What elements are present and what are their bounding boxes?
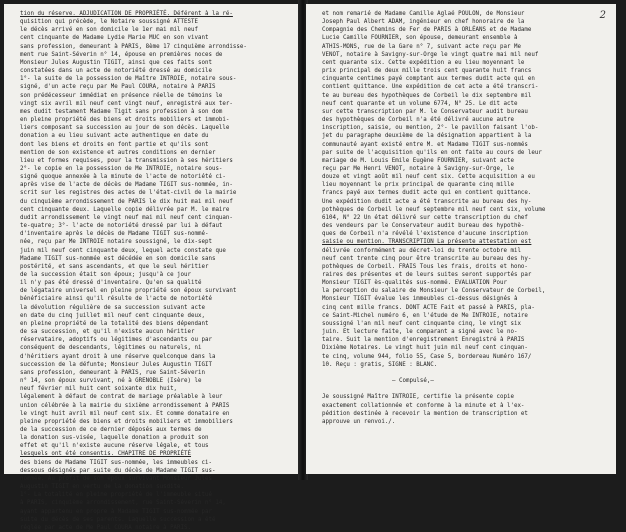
text-line: Compagnie des Chemins de Fer de PARIS à ORLÉANS et de Madame [322, 27, 532, 34]
text-line: pothèques de Corbeil. FRAIS Tous les frais, droits et hono- [322, 263, 528, 270]
text-line: Lucie Camille FOURNIER, son épouse, demeurant ensemble à [322, 35, 518, 42]
text-line: pothèques de Corbeil le neuf septembre mil neuf cent six, volume [322, 206, 546, 213]
text-line: délivrée conformément au décret-loi du trente octobre mil [322, 247, 521, 254]
text-line: à PARIS, cinquième arrondissement, rue Saint-Séverin n° 14, [20, 500, 226, 507]
text-line: communauté ayant existé entre M. et Madame TIGIT sus-nommés [322, 141, 528, 148]
text-line: inscription, saisie, ou mention, 2°- le pavillon faisant l'ob- [322, 125, 539, 132]
text-line: exactement collationnée et conforme à la minute et à l'ex- [322, 402, 525, 409]
text-line: d'inventaire après le décès de Madame TIGIT sus-nommé- [20, 231, 209, 238]
text-line: Monsieur TIGIT évalue les immeubles ci-dessus désignés à [322, 296, 518, 303]
text-line: 1°- la suite de la possession de Maître INTROIE, notaire sous- [20, 76, 237, 83]
text-line: soussigné l'an mil neuf cent cinquante cinq, le vingt six [322, 320, 521, 327]
text-line: Une expédition dudit acte a été transcrite au bureau des hy- [322, 198, 532, 205]
text-line: Dixième Notaires. Le vingt huit juin mil neuf cent cinquan- [322, 345, 528, 352]
right-page-text [322, 10, 606, 426]
text-line: sans profession, demeurant à PARIS, rue Saint-Séverin [20, 369, 205, 376]
text-line: saisie ou mention. TRANSCRIPTION La présente attestation est [322, 239, 532, 246]
text-line: cinq cent mille francs. DONT ACTE Fait et passé à PARIS, pla- [322, 304, 535, 311]
text-line: après vise de l'acte de décès de Madame TIGIT sus-nommée, in- [20, 182, 233, 189]
text-line: jet du paragraphe deuxième de la désignation appartient à la [322, 133, 532, 140]
text-line: ayant appartenu en propre à Madame TIGIT sus-nommée par [20, 508, 212, 515]
text-line: signé, d'un acte reçu par Me Paul COURA, notaire à PARIS [20, 84, 216, 91]
text-line: te-quatre; 3°- l'acte de notoriété dressé par lui à défaut [20, 223, 223, 230]
text-line: donation a eu lieu suivant acte authentique en date du [20, 133, 209, 140]
text-line: mariage de M. Louis Emile Eugène FOURNIER, suivant acte [322, 157, 514, 164]
text-line: ment rue Saint-Séverin n° 14, épouse en premières noces de [20, 51, 223, 58]
text-line: légalement à défaut de contrat de mariage préalable à leur [20, 394, 223, 401]
text-line: des hypothèques de Corbeil n'a été délivré aucune autre [322, 117, 514, 124]
text-line: approuve un renvoi./. [322, 418, 396, 425]
text-line: raires des présentes et de leurs suites seront supportés par [322, 272, 532, 278]
text-line: sur cette transcription par M. le Conservateur audit bureau [322, 108, 528, 115]
text-line: neuf cent trente cinq pour être transcrite au bureau des hy- [322, 255, 532, 262]
text-line: taire. Suit la mention d'enregistrement Enregistré à PARIS [322, 337, 525, 344]
text-line: scrit sur les registres des actes de l'état-civil de la mairie [20, 190, 237, 197]
text-line: neuf cent quarante et un volume 6774, N° 25. Le dit acte [322, 100, 518, 107]
text-line: VENOT, notaire à Savigny-sur-Orge le vingt quatre mai mil neuf [322, 51, 539, 58]
text-line: Je soussigné Maître INTROIE, certifie la présente copie [322, 394, 514, 401]
text-line: contient quittance. Une expédition de cet acte a été transcri- [322, 84, 539, 91]
text-line: Joseph Paul Albert ADAM, ingénieur en chef honoraire de la [322, 19, 525, 26]
text-line: quisition qui précède, le Notaire soussigné ATTESTE [20, 19, 198, 26]
text-line: de sa succession, et qu'il n'existe aucun héritier [20, 329, 195, 336]
text-line: lesquels ont été consentis. CHAPITRE DE PROPRIÉTÉ [20, 451, 192, 458]
text-line: reçu par Me Henri VENOT, notaire à Savigny-sur-Orge, le [322, 165, 514, 172]
text-line: cent cinquante de Madame Lydie Marie MUC en son vivant [20, 35, 209, 42]
text-line: te au bureau des hypothèques de Corbeil le dix septembre mil [322, 92, 532, 99]
text-line: vingt six avril mil neuf cent vingt neuf, enregistré aux ter- [20, 100, 233, 107]
text-line: te cinq, volume 944, folio 55, Case 5, bordereau Numéro 167/ [322, 353, 532, 360]
left-page [4, 4, 302, 531]
text-line: 10. Reçu : gratis, SIGNE : BLANC. [322, 361, 438, 368]
text-line: lieu moyennant le prix principal de quarante cinq mille [322, 182, 514, 189]
text-line: ques de Corbeil n'a révélé l'existence d'aucune inscription [322, 231, 528, 238]
text-line: Augustin TIGIT en vertu de la donation susdite. [20, 484, 185, 491]
text-line: des vendeurs par le Conservateur audit bureau des hypothè- [322, 223, 525, 230]
text-line: réservataire, adoptifs ou légitimes d'ascendants ou par [20, 337, 212, 344]
text-line: prix principal de deux mille trois cent quarante huit francs [322, 68, 532, 75]
text-line: par suite de l'acquisition qu'ils en ont faite au cours de leur [322, 149, 542, 156]
text-line: de la succession était son époux; jusqu'à ce jour [20, 272, 192, 278]
text-line: lieu et formes requises, pour la transmission à ses héritiers [20, 157, 233, 164]
text-line: ce Saint-Michel numéro 6, en l'étude de Me INTROIE, notaire [322, 312, 528, 319]
text-line: le vingt huit avril mil neuf cent six. Et comme donataire en [20, 410, 230, 417]
text-line: Monsieur Jules Augustin TIGIT, ainsi que ces faits sont [20, 59, 212, 66]
text-line: neuf février mil huit cent soixante dix huit, [20, 386, 178, 393]
text-line: en date du cinq juillet mil neuf cent cinquante deux, [20, 312, 205, 319]
text-line: dudit arrondissement le vingt neuf mai mil neuf cent cinquan- [20, 214, 233, 221]
page-number-mark: 2 [599, 10, 606, 21]
text-line: la dévolution régulière de sa succession suivant acte [20, 304, 205, 311]
text-line: sans profession, demeurant à PARIS, 8ème 17 cinquième arrondisse- [20, 43, 247, 50]
text-line: liers composant sa succession au jour de son décès. Laquelle [20, 125, 230, 132]
left-page-text [20, 10, 292, 532]
text-line: francs payé aux termes dudit acte qui en contient quittance. [322, 190, 532, 197]
text-line: de légataire universel en pleine propriété son époux survivant [20, 288, 237, 295]
text-line: le décès arrivé en son domicile le 1er mai mil neuf [20, 27, 198, 34]
text-line: en pleine propriété des biens et droits mobiliers et immobi- [20, 117, 230, 124]
text-line: d'héritiers ayant droit à une réserve quelconque dans la [20, 353, 216, 360]
text-line: n° 14, son époux survivant, né à GRENOBLE (Isère) le [20, 378, 202, 385]
text-line: réglée par acte de Me Paul COURA notaire à PARIS. [20, 524, 192, 531]
text-line: tion du réserve. ADJUDICATION DE PROPRIÉTÉ. Déférent à la ré- [20, 11, 233, 17]
text-line: pédition destinée à recevoir la mention de transcription et [322, 410, 528, 417]
text-line: conséquent de descendants, légitimes ou naturels, ni [20, 345, 202, 352]
text-line: 6104, N° 22 Un état délivré sur cette transcription du chef [322, 214, 528, 221]
text-line: Madame TIGIT sus-nommée est décédée en son domicile sans [20, 255, 216, 262]
text-line: en pleine propriété de la totalité des biens dépendant [20, 320, 209, 327]
text-line: des biens de Madame TIGIT sus-nommée, les immeubles ci- [20, 459, 212, 466]
spacer [322, 369, 606, 377]
text-line: 2°- le copie en la possession de Me INTROIE, notaire sous- [20, 165, 223, 172]
text-line: signé quoque annexée à la minute de l'acte de notoriété ci- [20, 174, 226, 181]
text-line: juin mil neuf cent cinquante deux, lequel acte constate que [20, 247, 226, 254]
text-line: suite du décès de ses parents. Laquelle succession a été [20, 516, 216, 523]
text-line: il n'y pas été dressé d'inventaire. Qu'en sa qualité [20, 280, 202, 287]
text-line: juin. Et lecture faite, le comparant a signé avec le no- [322, 329, 518, 336]
text-line: succession de la défunte; Monsieur Jules Augustin TIGIT [20, 361, 212, 368]
text-line: née, reçu par Me INTROIE notaire soussigné, le dix-sept [20, 239, 212, 246]
text-line: effet et qu'il n'existe aucune réserve légale, et tous [20, 443, 209, 450]
text-line: constatées dans un acte de notoriété dressé au domicile [20, 68, 212, 75]
text-line: bénéficiaire ainsi qu'il résulte de l'acte de notoriété [20, 296, 212, 303]
text-line: postérité, et sans ascendants, et que le seul héritier [20, 263, 209, 270]
text-line: pleine propriété des biens et droits mobiliers et immobiliers [20, 418, 233, 425]
text-line: mention de son existence et autres conditions en dernier [20, 149, 216, 156]
text-line: et nom remarié de Madame Camille Aglaé POULON, de Monsieur [322, 11, 525, 17]
text-line: du cinquième arrondissement de PARIS le dix huit mai mil neuf [20, 198, 233, 205]
text-line: Monsieur TIGIT ès-qualités sus-nommé. EVALUATION Pour [322, 280, 507, 287]
text-line: la donation sus-visée, laquelle donation a produit son [20, 435, 209, 442]
text-line: mes dudit testament Madame Tigit sans profession à son dom [20, 108, 223, 115]
text-line: la perception du salaire de Monsieur le Conservateur de Corbeil, [322, 288, 546, 295]
text-line: cinquante centimes payé comptant aux termes dudit acte qui en [322, 76, 535, 83]
text-line: ATHIS-MONS, rue de la Gare n° 7, suivant acte reçu par Me [322, 43, 521, 50]
text-line: cent cinquante deux. Laquelle copie délivrée par M. le maire [20, 206, 230, 213]
collation-label: — Compulsé,— [392, 378, 434, 385]
spacer [322, 385, 606, 393]
text-line: dont les biens et droits en font partie et qu'ils sont [20, 141, 209, 148]
text-line: 1°- La totalité en pleine propriété de l'immeuble situé [20, 492, 212, 499]
text-line: union célébrée à la mairie du sixième arrondissement à PARIS [20, 402, 230, 409]
text-line: douze et vingt août mil neuf cent six. Cette acquisition a eu [322, 174, 535, 181]
text-line: cent quarante six. Cette expédition a eu lieu moyennant le [322, 59, 525, 66]
text-line: dessous désignés par suite du décès de Madame TIGIT sus- [20, 467, 216, 474]
text-line: de la succession de ce dernier déposés aux termes de [20, 426, 202, 433]
text-line: son prédécesseur immédiat en présence réelle de témoins le [20, 92, 223, 99]
right-page [306, 4, 616, 474]
text-line: nommée. Au profit de son époux survivant Monsieur Jules [20, 475, 212, 482]
